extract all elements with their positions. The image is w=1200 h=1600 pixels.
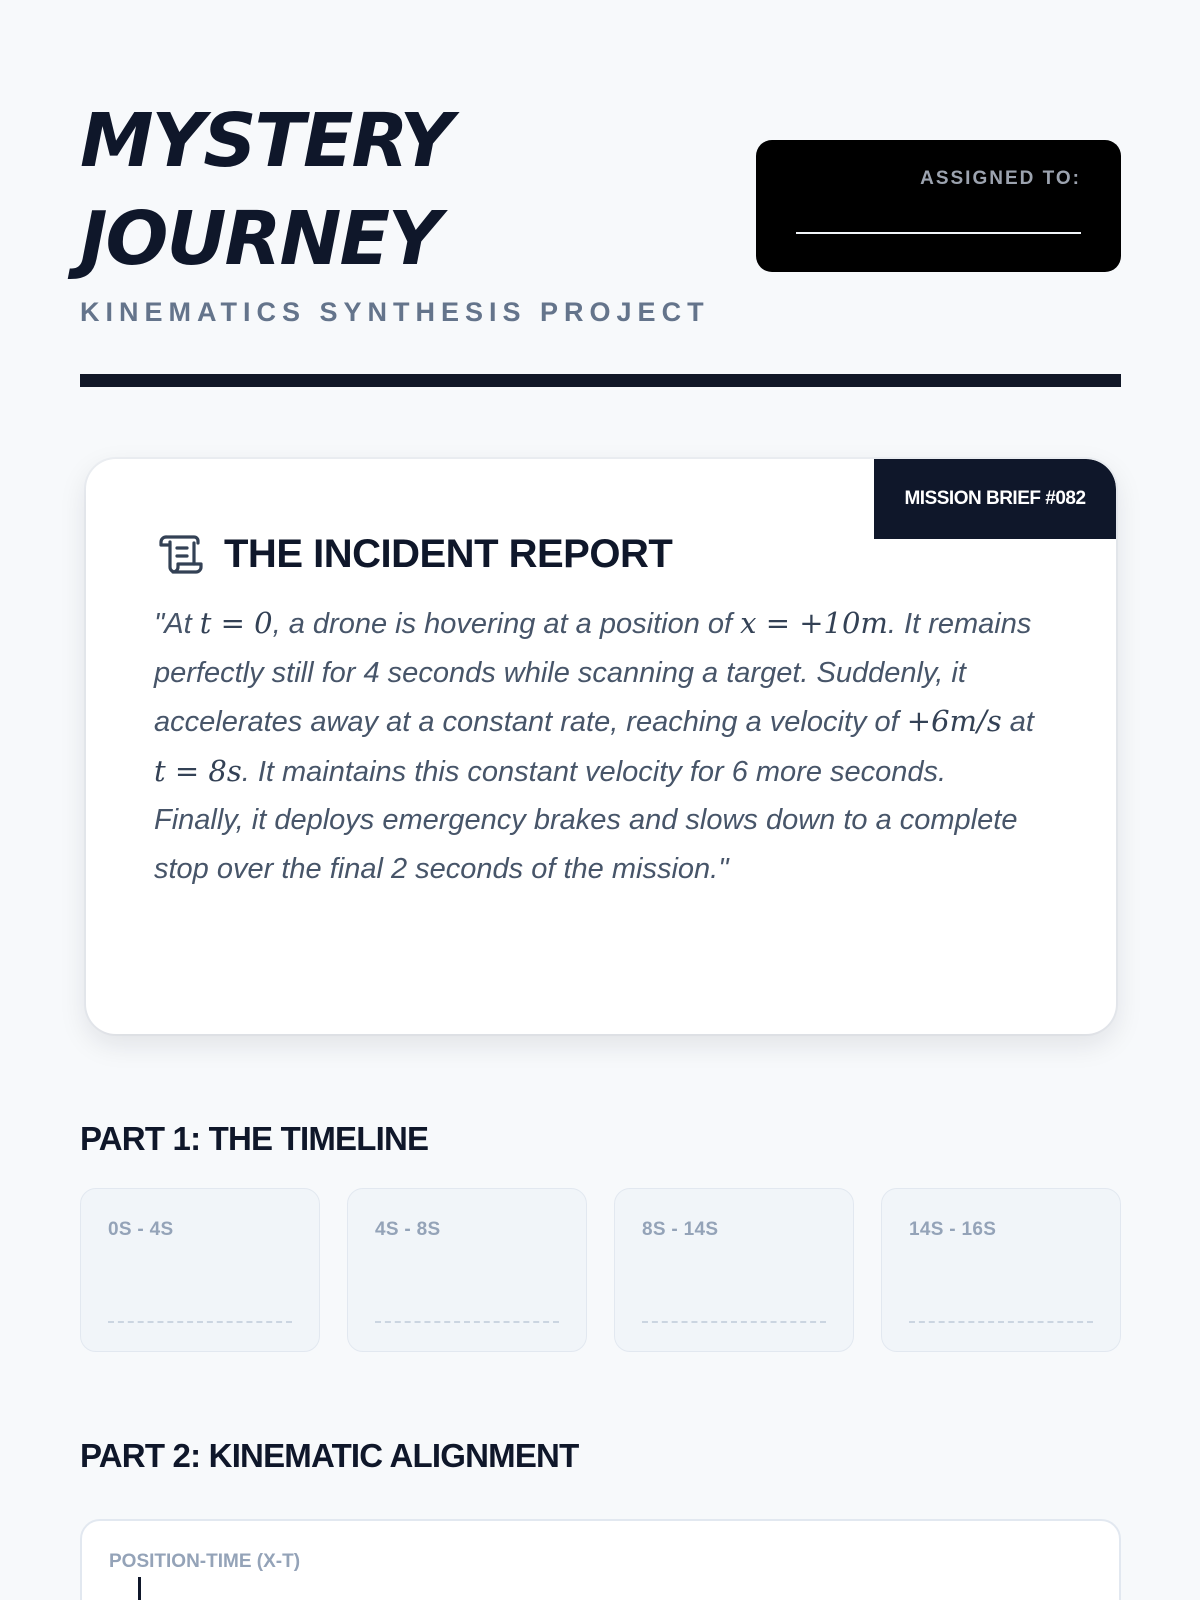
report-text-4: at [1001,706,1034,738]
segment-answer-line[interactable] [108,1321,292,1323]
incident-report-title: THE INCIDENT REPORT [224,531,673,576]
segment-answer-line[interactable] [909,1321,1093,1323]
page-title [80,92,451,288]
incident-report-card [86,459,1116,1034]
graph-label: POSITION-TIME (X-T) [109,1551,301,1572]
segment-label: 0S - 4S [108,1219,174,1240]
incident-report-header [154,529,672,579]
report-text-5: . It maintains this constant velocity for 6 more seconds. Finally, it deploys emergency brakes and slows down to a complete stop over the final 2 seconds of the mission." [154,755,1018,885]
header-divider [80,374,1121,387]
timeline-segment-8-14[interactable] [614,1188,854,1352]
incident-report-text [154,599,1034,893]
segment-label: 4S - 8S [375,1219,441,1240]
scroll-icon [154,529,204,579]
segment-answer-line[interactable] [642,1321,826,1323]
graph-y-axis [138,1577,141,1600]
math-t8: t = 8s [154,753,242,788]
header [80,92,1121,332]
assigned-to-label: ASSIGNED TO: [920,168,1081,189]
segment-answer-line[interactable] [375,1321,559,1323]
segment-label: 14S - 16S [909,1219,997,1240]
timeline-segment-14-16[interactable] [881,1188,1121,1352]
math-x10: x = +10m [740,606,888,640]
math-t0: t = 0 [199,606,273,640]
timeline-segment-4-8[interactable] [347,1188,587,1352]
page-subtitle: KINEMATICS SYNTHESIS PROJECT [80,297,710,327]
report-text-1: "At [154,608,200,640]
mission-brief-badge: MISSION BRIEF #082 [874,459,1116,539]
math-v6: +6m/s [906,704,1002,738]
worksheet-page [80,0,1121,1600]
report-text-3: . It remains perfectly still for 4 seconds while scanning a target. Suddenly, it accelerates away at a constant rate, reaching a velocity of [154,608,1032,738]
title-line-1: MYSTERY [80,98,452,184]
part1-heading: PART 1: THE TIMELINE [80,1120,429,1157]
title-line-2: JOURNEY [80,196,440,282]
segment-label: 8S - 14S [642,1219,719,1240]
assigned-to-field[interactable] [796,232,1081,234]
timeline-segment-0-4[interactable] [80,1188,320,1352]
part2-heading: PART 2: KINEMATIC ALIGNMENT [80,1437,579,1474]
report-text-2: , a drone is hovering at a position of [272,608,741,640]
position-time-graph-card [80,1519,1121,1600]
assigned-to-box [756,140,1121,272]
timeline [80,1188,1121,1352]
